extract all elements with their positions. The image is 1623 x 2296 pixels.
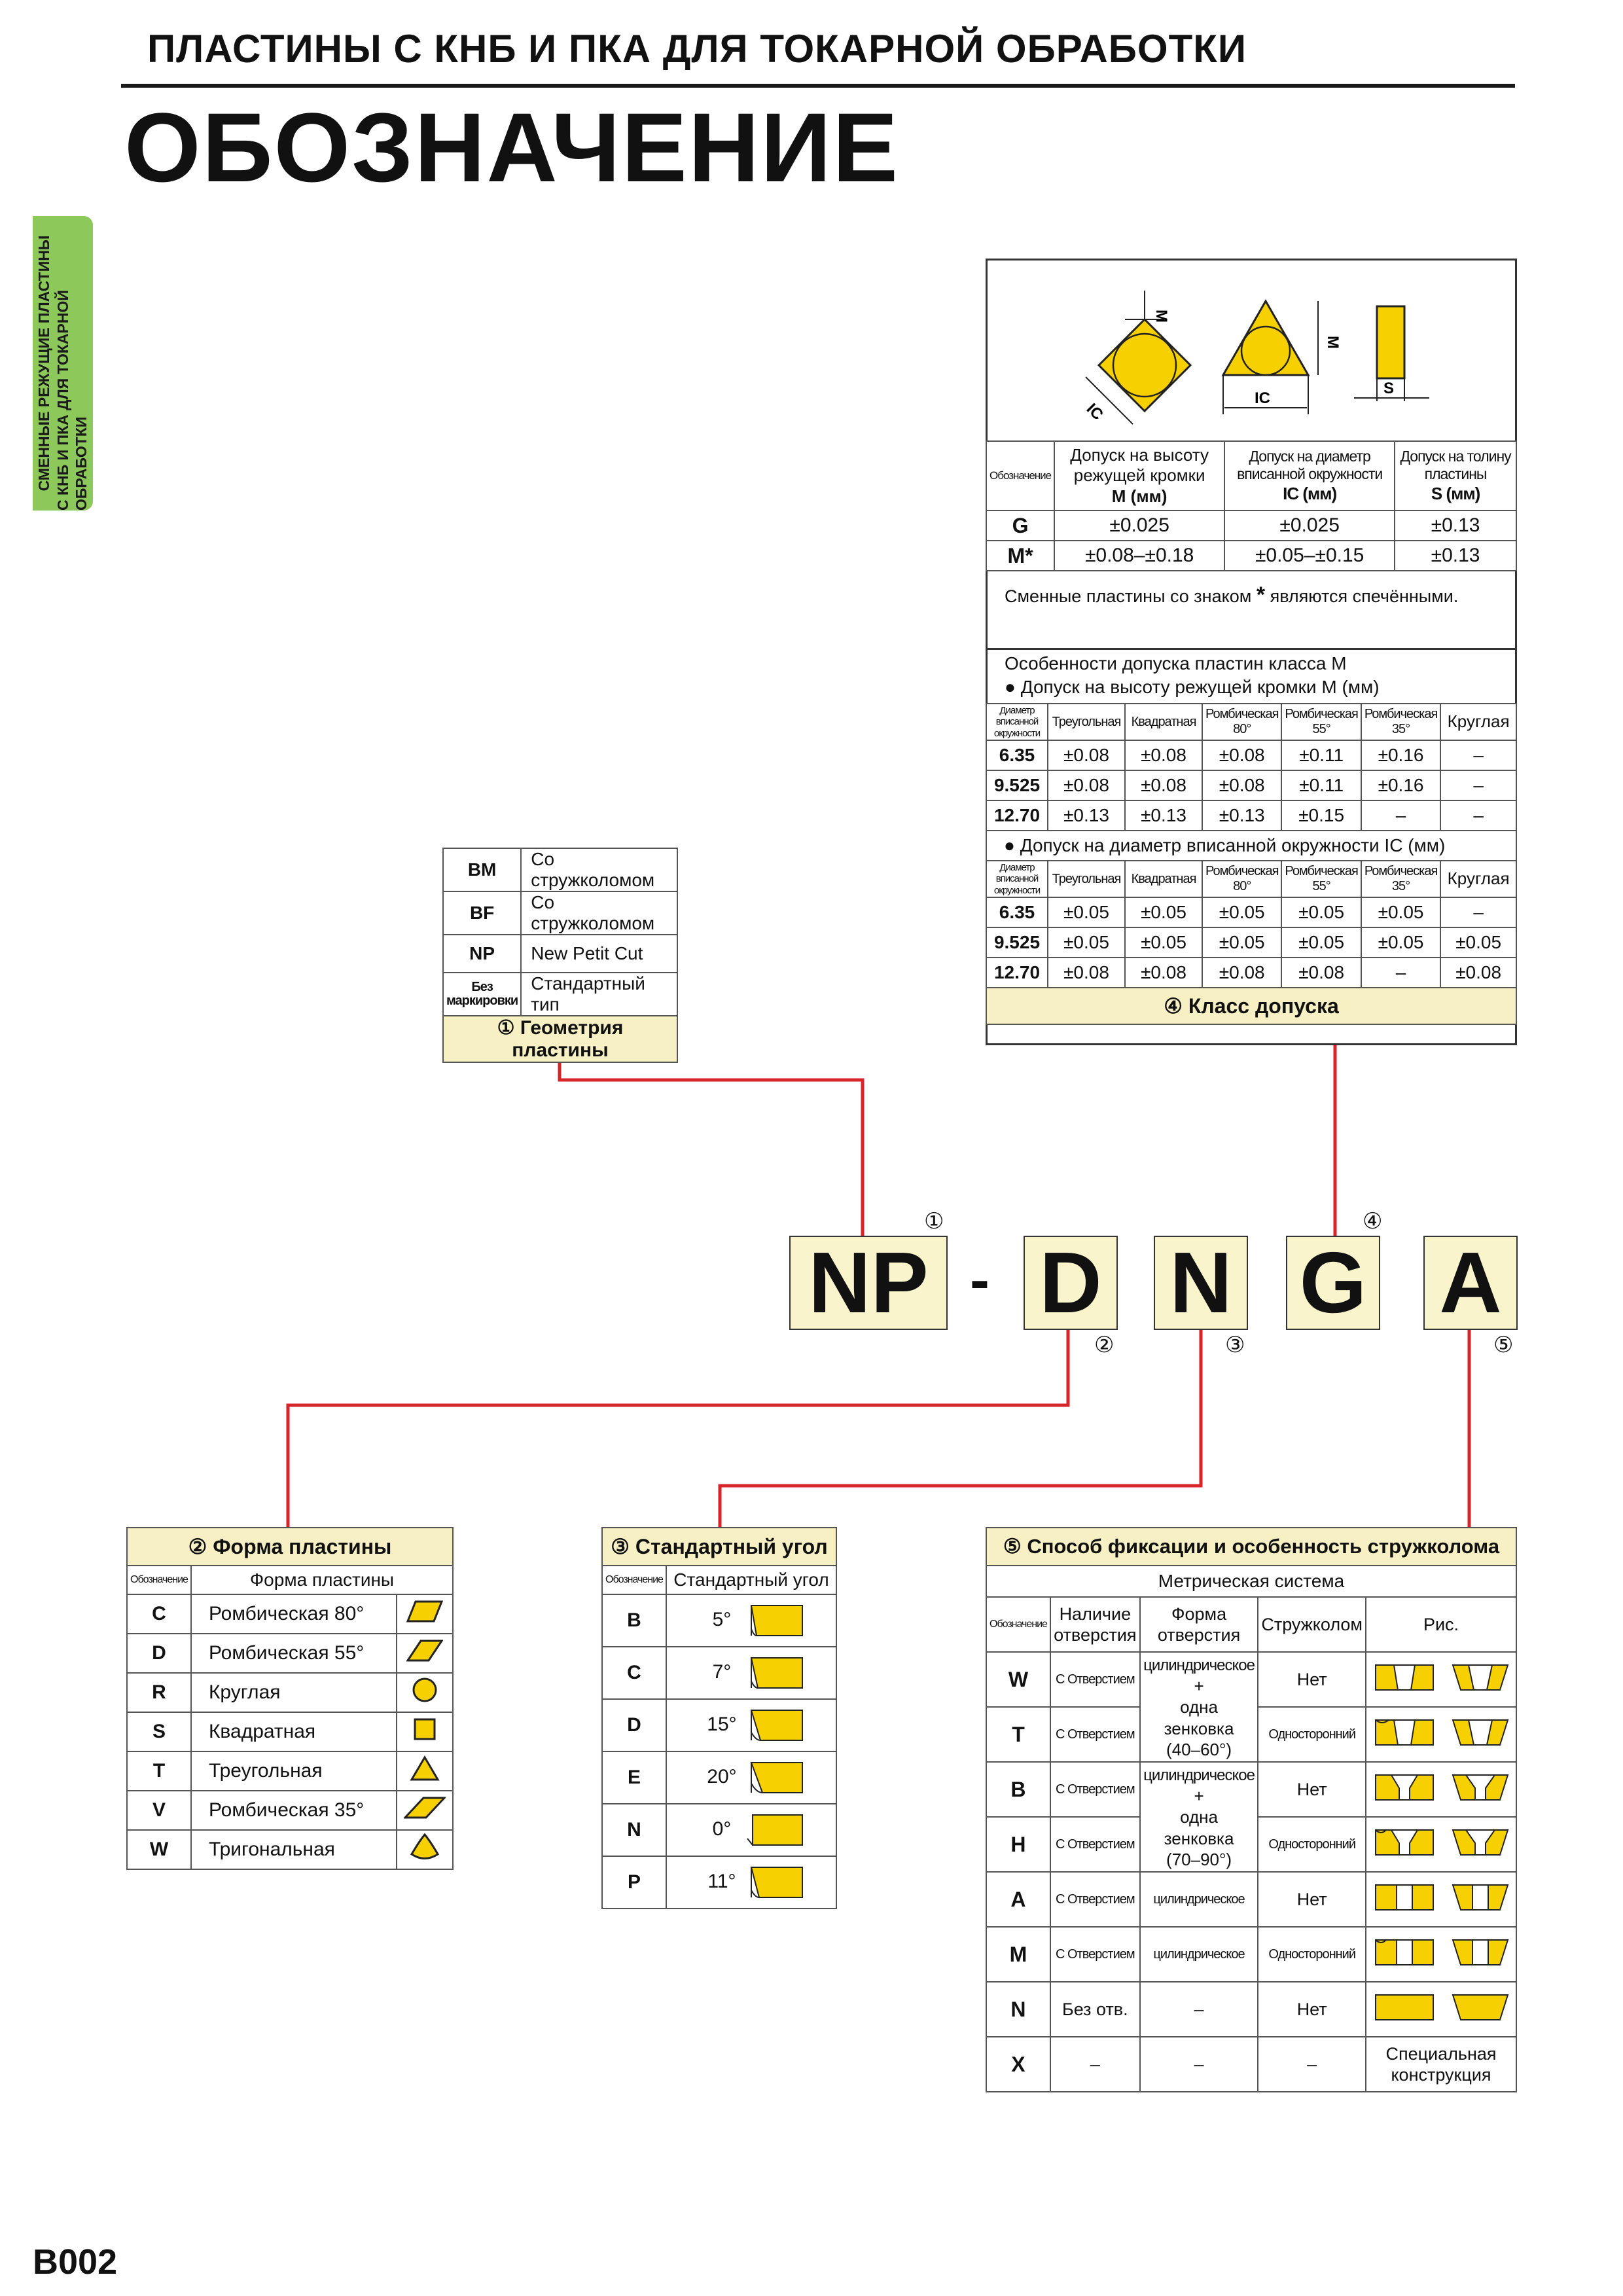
table-cell: D <box>127 1634 191 1673</box>
table-cell: Обозначение <box>602 1566 666 1594</box>
table-cell: ±0.08 <box>1202 740 1281 770</box>
clearance-angle-icon <box>745 1865 804 1900</box>
text-label: Допуск на высоту режущей кромки М (мм) <box>1020 677 1380 697</box>
text-label: M <box>1324 336 1342 349</box>
insert-section-icon <box>1369 1991 1513 2024</box>
text-label: 5° <box>712 1608 732 1630</box>
page-title: ОБОЗНАЧЕНИЕ <box>124 92 899 202</box>
table-cell: H <box>986 1817 1050 1872</box>
side-tab-line2: С КНБ И ПКА ДЛЯ ТОКАРНОЙ ОБРАБОТКИ <box>54 290 90 511</box>
table-cell: W <box>127 1830 191 1869</box>
table-cell: Нет <box>1258 1982 1366 2037</box>
table-cell: – <box>1440 800 1516 831</box>
table-cell: ±0.05 <box>1440 927 1516 958</box>
text-label: являются спечёнными. <box>1270 586 1459 606</box>
table-cell: C <box>602 1647 666 1699</box>
table-cell: Нет <box>1258 1762 1366 1817</box>
table-cell: С Отверстием <box>1050 1707 1140 1762</box>
geometry-code: NP <box>443 935 521 973</box>
table-cell: ±0.13 <box>1048 800 1125 831</box>
table-cell: N <box>986 1982 1050 2037</box>
clearance-angle-icon <box>745 1603 804 1638</box>
table-cell: T <box>127 1751 191 1791</box>
table-cell: Ромбическая 55° <box>191 1634 397 1673</box>
table-cell: – <box>1258 2037 1366 2092</box>
text-label: + <box>1194 1785 1204 1806</box>
geometry-table-title: ① Геометрия пластины <box>443 1016 677 1062</box>
table-cell: Тригональная <box>191 1830 397 1869</box>
text-label: Сменные пластины со знаком <box>1005 586 1252 606</box>
geometry-code: BM <box>443 848 521 891</box>
text-label: M (мм) <box>1111 486 1168 506</box>
page-subtitle: ПЛАСТИНЫ С КНБ И ПКА ДЛЯ ТОКАРНОЙ ОБРАБОТКИ <box>147 27 1247 71</box>
table-cell: ±0.08 <box>1048 958 1125 988</box>
row-code: G <box>986 511 1054 541</box>
table-cell: ±0.05 <box>1125 927 1202 958</box>
table-cell: ±0.025 <box>1224 511 1395 541</box>
table-cell: – <box>1361 958 1440 988</box>
text-label: 7° <box>712 1660 732 1683</box>
connector-3 <box>720 1329 1201 1527</box>
table-cell: ±0.05 <box>1281 927 1361 958</box>
table-cell: Без отв. <box>1050 1982 1140 2037</box>
marker-2: ② <box>1094 1333 1115 1357</box>
table-cell: B <box>602 1594 666 1647</box>
geometry-desc: Со стружколомом <box>521 848 677 891</box>
table-cell: Ромбическая 55° <box>1281 704 1361 740</box>
clearance-table <box>601 1527 837 1909</box>
square-icon <box>413 1717 437 1741</box>
table-cell: Форма отверстия <box>1140 1597 1258 1652</box>
hole-shape-cyl-40-60 <box>1140 1652 1258 1762</box>
text-label: Допуск на диаметр вписанной окружности IC (мм) <box>1020 835 1446 855</box>
table-cell: ±0.05 <box>1202 927 1281 958</box>
m-height-table <box>986 703 1517 1025</box>
table-cell: С Отверстием <box>1050 1817 1140 1872</box>
text-label: 0° <box>712 1818 732 1840</box>
text-label: * <box>1256 583 1266 607</box>
table-cell: ±0.13 <box>1202 800 1281 831</box>
table-cell: Ромбическая 55° <box>1281 861 1361 897</box>
table-cell: Квадратная <box>1125 704 1202 740</box>
tolerance-class-table <box>986 440 1517 571</box>
clearance-angle-icon <box>745 1812 804 1848</box>
table-cell: – <box>1440 740 1516 770</box>
insert-section-icon <box>1369 1716 1513 1749</box>
table-cell: Обозначение <box>986 1597 1050 1652</box>
table-cell: Стружколом <box>1258 1597 1366 1652</box>
table-cell: ±0.08 <box>1048 740 1125 770</box>
table-cell: T <box>986 1707 1050 1762</box>
text-label: + <box>1194 1676 1204 1696</box>
table-cell: Стандартный угол <box>666 1566 836 1594</box>
table-cell: Односторонний <box>1258 1817 1366 1872</box>
table-cell: V <box>127 1791 191 1830</box>
table-cell: – <box>1140 1982 1258 2037</box>
geometry-code: Без маркировки <box>443 973 521 1016</box>
table-cell: Ромбическая 35° <box>191 1791 397 1830</box>
rhombus-35-icon <box>404 1797 446 1819</box>
table-cell: S <box>127 1712 191 1751</box>
table-cell: ±0.08 <box>1281 958 1361 988</box>
table-cell: Односторонний <box>1258 1927 1366 1982</box>
code-box-tolerance[interactable]: G <box>1286 1236 1380 1330</box>
table-cell: Ромбическая 35° <box>1361 704 1440 740</box>
table-cell: Нет <box>1258 1872 1366 1927</box>
table-cell: С Отверстием <box>1050 1927 1140 1982</box>
table-cell: 6.35 <box>986 740 1048 770</box>
col-ic: Допуск на диаметр вписанной окружности <box>1237 447 1383 483</box>
tolerance-block <box>986 259 1517 1045</box>
shape-table-title: ② Форма пластины <box>127 1528 453 1566</box>
text-label: IC (мм) <box>1283 484 1337 503</box>
table-cell: цилиндрическое <box>1140 1872 1258 1927</box>
text-label: одна зенковка <box>1164 1697 1234 1738</box>
table-cell: ±0.13 <box>1125 800 1202 831</box>
table-cell: ±0.05 <box>1125 897 1202 927</box>
clearance-angle-icon <box>745 1760 804 1795</box>
table-cell: ±0.08 <box>1440 958 1516 988</box>
row-code: M <box>1007 543 1026 567</box>
clamping-table <box>986 1527 1517 2092</box>
table-cell: Диаметр вписанной окружности <box>986 704 1048 740</box>
table-cell: Ромбическая 80° <box>1202 861 1281 897</box>
table-cell: Рис. <box>1366 1597 1516 1652</box>
table-cell: ±0.05 <box>1361 897 1440 927</box>
table-cell: 6.35 <box>986 897 1048 927</box>
table-cell: ±0.05 <box>1048 897 1125 927</box>
table-cell: Специальная конструкция <box>1366 2037 1516 2092</box>
table-cell: ±0.16 <box>1361 740 1440 770</box>
page-number: B002 <box>33 2242 118 2282</box>
table-cell: цилиндрическое <box>1140 1927 1258 1982</box>
round-icon <box>412 1677 438 1703</box>
table-cell: С Отверстием <box>1050 1872 1140 1927</box>
table-cell: Треугольная <box>1048 861 1125 897</box>
text-label: 15° <box>707 1713 737 1735</box>
table-cell: Квадратная <box>191 1712 397 1751</box>
col-m: Допуск на высоту режущей кромки <box>1070 445 1209 486</box>
insert-section-icon <box>1369 1771 1513 1804</box>
geometry-code: BF <box>443 891 521 935</box>
table-cell: Ромбическая 80° <box>191 1594 397 1634</box>
table-cell: P <box>602 1856 666 1909</box>
table-cell: E <box>602 1751 666 1804</box>
rhombus-55-icon <box>406 1640 443 1662</box>
marker-1: ① <box>924 1209 944 1234</box>
table-cell: ±0.05 <box>1048 927 1125 958</box>
table-cell: Ромбическая 80° <box>1202 704 1281 740</box>
hole-shape-cyl-70-90 <box>1140 1762 1258 1872</box>
geometry-desc: Стандартный тип <box>521 973 677 1016</box>
text-label: цилиндрическое <box>1143 1766 1255 1784</box>
table-cell: ±0.13 <box>1395 541 1516 571</box>
table-cell: – <box>1361 800 1440 831</box>
table-cell: – <box>1440 897 1516 927</box>
m-class-sub1: ● Допуск на высоту режущей кромки М (мм) <box>1005 677 1380 697</box>
insert-section-icon <box>1369 1826 1513 1859</box>
table-cell: ±0.15 <box>1281 800 1361 831</box>
m-label: M <box>1152 310 1170 323</box>
code-box-clamping[interactable]: A <box>1423 1236 1518 1330</box>
table-cell: 9.525 <box>986 927 1048 958</box>
side-insert-icon <box>1377 306 1404 378</box>
table-cell: ±0.05–±0.15 <box>1224 541 1395 571</box>
text-label: (40–60°) <box>1166 1740 1232 1759</box>
table-cell: Треугольная <box>191 1751 397 1791</box>
connector-1 <box>560 1041 863 1236</box>
clearance-table-title: ③ Стандартный угол <box>602 1528 836 1566</box>
marker-3: ③ <box>1225 1333 1245 1357</box>
table-cell: Форма пластины <box>191 1566 453 1594</box>
connector-2 <box>288 1329 1068 1527</box>
sintered-note <box>1005 583 1458 608</box>
table-cell: 12.70 <box>986 958 1048 988</box>
table-cell: 12.70 <box>986 800 1048 831</box>
table-cell: С Отверстием <box>1050 1652 1140 1707</box>
s-label: S <box>1383 380 1395 397</box>
tolerance-diagram <box>988 260 1515 440</box>
table-cell: Ромбическая 35° <box>1361 861 1440 897</box>
table-cell: – <box>1050 2037 1140 2092</box>
table-cell: – <box>1440 770 1516 800</box>
table-cell: ±0.08 <box>1125 770 1202 800</box>
clamping-table-title: ⑤ Способ фиксации и особенность стружколома <box>986 1528 1516 1566</box>
side-tab-line1: СМЕННЫЕ РЕЖУЩИЕ ПЛАСТИНЫ <box>35 235 52 492</box>
table-cell: R <box>127 1673 191 1712</box>
triangle-icon <box>410 1755 440 1782</box>
table-cell: ±0.05 <box>1281 897 1361 927</box>
text-label: (70–90°) <box>1166 1850 1232 1869</box>
clearance-angle-icon <box>745 1708 804 1743</box>
table-cell: ±0.13 <box>1395 511 1516 541</box>
inscribed-circle-icon <box>1113 334 1176 397</box>
sintered-star: * <box>1025 543 1033 567</box>
table-cell: Обозначение <box>127 1566 191 1594</box>
text-label: 11° <box>707 1870 736 1892</box>
geometry-desc: New Petit Cut <box>521 935 677 973</box>
text-label: IC <box>1255 389 1270 407</box>
table-cell: – <box>1140 2037 1258 2092</box>
table-cell: ±0.08 <box>1048 770 1125 800</box>
geometry-desc: Со стружколомом <box>521 891 677 935</box>
table-cell: ±0.08 <box>1125 740 1202 770</box>
table-cell: ±0.11 <box>1281 770 1361 800</box>
table-cell: ±0.08 <box>1202 770 1281 800</box>
insert-section-icon <box>1369 1881 1513 1914</box>
geometry-table <box>442 848 678 1063</box>
table-cell: Диаметр вписанной окружности <box>986 861 1048 897</box>
table-cell: ±0.08 <box>1202 958 1281 988</box>
rhombus-80-icon <box>406 1600 443 1623</box>
table-cell: Односторонний <box>1258 1707 1366 1762</box>
table-cell: Квадратная <box>1125 861 1202 897</box>
table-cell: Круглая <box>191 1673 397 1712</box>
code-separator: - <box>970 1247 990 1313</box>
table-cell: ±0.08 <box>1125 958 1202 988</box>
insert-section-icon <box>1369 1661 1513 1694</box>
m-class-title: Особенности допуска пластин класса М <box>1005 653 1347 673</box>
table-cell: ±0.11 <box>1281 740 1361 770</box>
table-cell: ±0.05 <box>1202 897 1281 927</box>
table-cell: Наличие отверстия <box>1050 1597 1140 1652</box>
col-code: Обозначение <box>986 441 1054 511</box>
tolerance-footer: ④ Класс допуска <box>986 988 1516 1024</box>
table-cell: ±0.16 <box>1361 770 1440 800</box>
insert-section-icon <box>1369 1936 1513 1969</box>
text-label: одна зенковка <box>1164 1807 1234 1848</box>
text-label: 20° <box>707 1765 737 1787</box>
code-box-shape[interactable]: D <box>1024 1236 1118 1330</box>
table-cell: Треугольная <box>1048 704 1125 740</box>
col-s: Допуск на толину пластины <box>1400 447 1511 483</box>
table-cell: N <box>602 1804 666 1856</box>
trigon-icon <box>410 1833 440 1861</box>
table-cell: D <box>602 1699 666 1751</box>
table-cell: B <box>986 1762 1050 1817</box>
table-cell: A <box>986 1872 1050 1927</box>
text-label: цилиндрическое <box>1143 1656 1255 1674</box>
code-box-angle[interactable]: N <box>1154 1236 1248 1330</box>
table-cell: Нет <box>1258 1652 1366 1707</box>
table-cell: Круглая <box>1440 704 1516 740</box>
shape-table <box>126 1527 454 1870</box>
table-cell: Круглая <box>1440 861 1516 897</box>
table-cell: С Отверстием <box>1050 1762 1140 1817</box>
text-label: S (мм) <box>1431 484 1480 503</box>
clearance-angle-icon <box>745 1655 804 1691</box>
table-cell: ±0.08–±0.18 <box>1054 541 1224 571</box>
metric-system-label: Метрическая система <box>986 1566 1516 1597</box>
ic-label: IC <box>1082 400 1107 424</box>
table-cell: C <box>127 1594 191 1634</box>
table-cell: X <box>986 2037 1050 2092</box>
marker-5: ⑤ <box>1493 1333 1514 1357</box>
table-cell: 9.525 <box>986 770 1048 800</box>
table-cell: M <box>986 1927 1050 1982</box>
table-cell: ±0.025 <box>1054 511 1224 541</box>
table-cell: ±0.05 <box>1361 927 1440 958</box>
code-box-geometry[interactable]: NP <box>789 1236 948 1330</box>
table-cell: W <box>986 1652 1050 1707</box>
m-class-sub2: ● Допуск на диаметр вписанной окружности IC (мм) <box>986 831 1516 861</box>
marker-4: ④ <box>1363 1209 1383 1234</box>
